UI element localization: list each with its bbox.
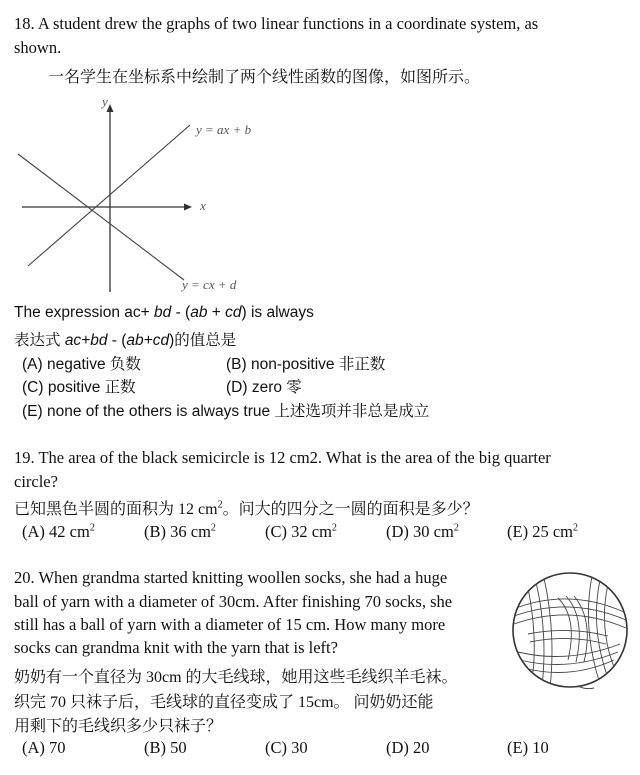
q20-option-c[interactable]: (C) 30 [265, 738, 308, 757]
q18-stem-chinese: 一名学生在坐标系中绘制了两个线性函数的图像，如图所示。 [48, 69, 481, 86]
q18-expression-en: The expression ac+ bd - (ab + cd) is always [14, 304, 314, 321]
q18-stem-line2: shown. [14, 38, 62, 57]
q18-option-a[interactable]: (A) negative 负数 [22, 356, 141, 373]
q19-stem-line1: 19. The area of the black semicircle is 12 cm2. What is the area of the big quarter [14, 448, 551, 467]
q18-option-b[interactable]: (B) non-positive 非正数 [226, 356, 386, 373]
q19-option-e[interactable]: (E) 25 $cm^2$ [507, 522, 578, 541]
q19-option-b[interactable]: (B) 36 $cm^2$ [144, 522, 216, 541]
q19-stem-line2: circle? [14, 472, 58, 491]
q19-option-a[interactable]: (A) 42 $cm^2$ [22, 522, 95, 541]
q18-option-e[interactable]: (E) none of the others is always true 上述选项并非总是成立 [22, 403, 430, 420]
q20-option-b[interactable]: (B) 50 [144, 738, 187, 757]
q18-graph [14, 90, 304, 300]
q19-stem-chinese: 已知黑色半圆的面积为 12 $cm^2$。问大的四分之一圆的面积是多少？ [14, 499, 479, 518]
q18-option-d[interactable]: (D) zero 零 [226, 379, 302, 396]
q19-option-d[interactable]: (D) 30 $cm^2$ [386, 522, 459, 541]
x-axis-label: x [200, 198, 206, 213]
line1-label: y = ax + b [196, 122, 252, 137]
line-ax-plus-b [28, 125, 190, 266]
q20-stem-line1: 20. When grandma started knitting woollen socks, she had a huge [14, 568, 448, 587]
q20-option-a[interactable]: (A) 70 [22, 738, 66, 757]
q20-stem-line4: socks can grandma knit with the yarn that is left? [14, 638, 338, 657]
q20-option-e[interactable]: (E) 10 [507, 738, 549, 757]
q20-stem-line2: ball of yarn with a diameter of 30cm. After finishing 70 socks, she [14, 592, 453, 611]
q19-option-c[interactable]: (C) 32 $cm^2$ [265, 522, 337, 541]
yarn-ball-illustration [508, 568, 632, 692]
x-axis-arrow [184, 204, 192, 211]
q20-option-d[interactable]: (D) 20 [386, 738, 430, 757]
q20-stem-line3: still has a ball of yarn with a diameter of 15 cm. How many more [14, 615, 446, 634]
q18-option-c[interactable]: (C) positive 正数 [22, 379, 136, 396]
q20-stem-chinese-1: 奶奶有一个直径为 30cm 的大毛线球，她用这些毛线织羊毛袜。 [14, 669, 458, 686]
line-cx-plus-d [18, 154, 184, 280]
line2-label: y = cx + d [182, 277, 237, 292]
q18-expression-cn: 表达式 ac+bd - (ab+cd)的值总是 [14, 332, 237, 349]
q20-stem-chinese-3: 用剩下的毛线织多少只袜子？ [14, 718, 223, 735]
q20-stem-chinese-2: 织完 70 只袜子后，毛线球的直径变成了 15cm。 问奶奶还能 [14, 694, 434, 711]
q18-stem-line1: 18. A student drew the graphs of two linear functions in a coordinate system, as [14, 14, 539, 33]
y-axis-label: y [102, 94, 108, 109]
